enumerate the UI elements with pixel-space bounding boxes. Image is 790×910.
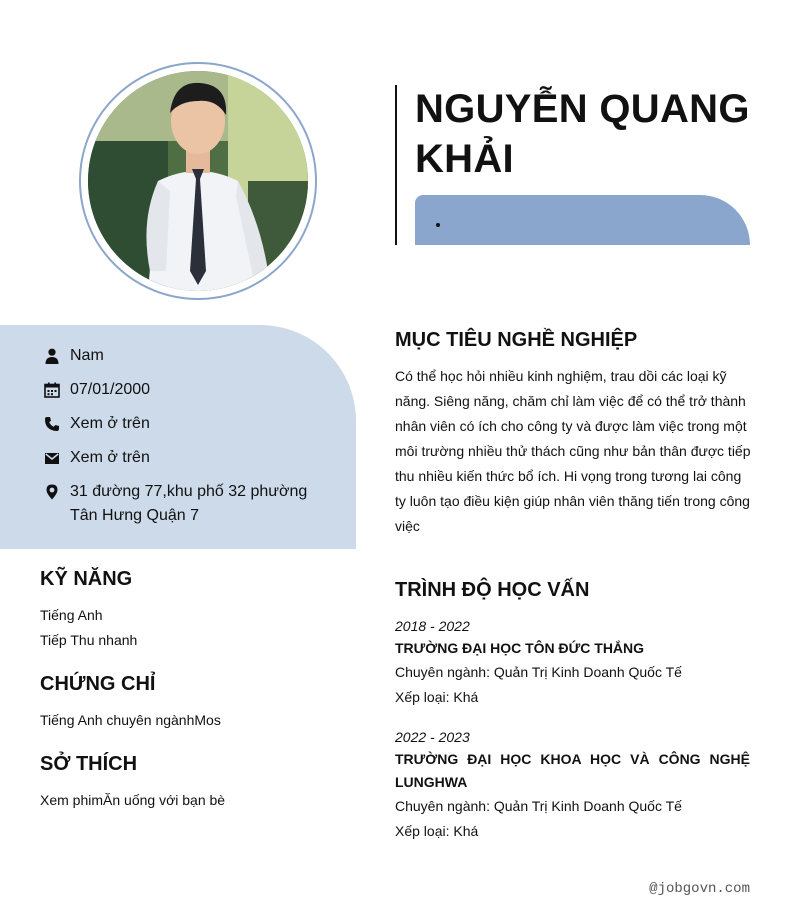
contact-phone: [40, 412, 320, 436]
education-school: TRƯỜNG ĐẠI HỌC KHOA HỌC VÀ CÔNG NGHỆ LUNGHWA: [395, 751, 750, 790]
education-major: Chuyên ngành: Quản Trị Kinh Doanh Quốc Tế: [395, 664, 682, 680]
email-value: Xem ở trên: [70, 449, 150, 466]
candidate-name: NGUYỄN QUANG KHẢI: [415, 87, 750, 181]
hobbies-heading: SỞ THÍCH: [40, 753, 138, 775]
birthday-value: 07/01/2000: [70, 381, 151, 398]
calendar-icon: [40, 378, 64, 402]
education-heading: TRÌNH ĐỘ HỌC VẤN: [395, 579, 590, 601]
education-major: Chuyên ngành: Quản Trị Kinh Doanh Quốc Tế: [395, 798, 682, 814]
avatar: [88, 71, 308, 291]
education-years: 2018 - 2022: [395, 618, 470, 634]
address-value: 31 đường 77,khu phố 32 phường Tân Hưng Quận 7: [70, 483, 308, 524]
education-years: 2022 - 2023: [395, 729, 470, 745]
phone-icon: [40, 412, 64, 436]
education-grade: Xếp loại: Khá: [395, 823, 479, 839]
location-pin-icon: [40, 480, 64, 504]
contact-gender: [40, 344, 320, 368]
mail-icon: [40, 446, 64, 470]
skill-item: Tiếng Anh: [40, 607, 103, 623]
job-title-bullet: [436, 223, 440, 227]
contact-email: [40, 446, 320, 470]
certificates-heading: CHỨNG CHỈ: [40, 673, 156, 695]
education-grade: Xếp loại: Khá: [395, 689, 479, 705]
phone-value: Xem ở trên: [70, 415, 150, 432]
name-divider: [395, 85, 397, 245]
certificates-text: Tiếng Anh chuyên ngànhMos: [40, 712, 221, 728]
contact-address: [40, 480, 320, 528]
watermark: @jobgovn.com: [649, 881, 750, 897]
person-icon: [40, 344, 64, 368]
objective-heading: MỤC TIÊU NGHỀ NGHIỆP: [395, 329, 638, 351]
hobbies-text: Xem phimĂn uống với bạn bè: [40, 792, 226, 808]
contact-birthday: [40, 378, 320, 402]
education-school: TRƯỜNG ĐẠI HỌC TÔN ĐỨC THẮNG: [395, 640, 645, 656]
skills-heading: KỸ NĂNG: [40, 568, 133, 590]
gender-value: Nam: [70, 347, 104, 364]
objective-text: Có thể học hỏi nhiều kinh nghiệm, trau dồi các loại kỹ năng. Siêng năng, chăm chỉ làm việc để có thể trở thành nhân viên có ích cho công ty và được làm việc trong một môi trường nhiều thử thách cũng như bản thân được tiếp thu nhiều kiến thức bổ ích. Hi vọng trong tương lai công ty luôn tạo điều kiện giúp nhân viên thăng tiến trong công việc: [395, 368, 751, 534]
skill-item: Tiếp Thu nhanh: [40, 632, 138, 648]
job-title-banner: [415, 195, 750, 245]
